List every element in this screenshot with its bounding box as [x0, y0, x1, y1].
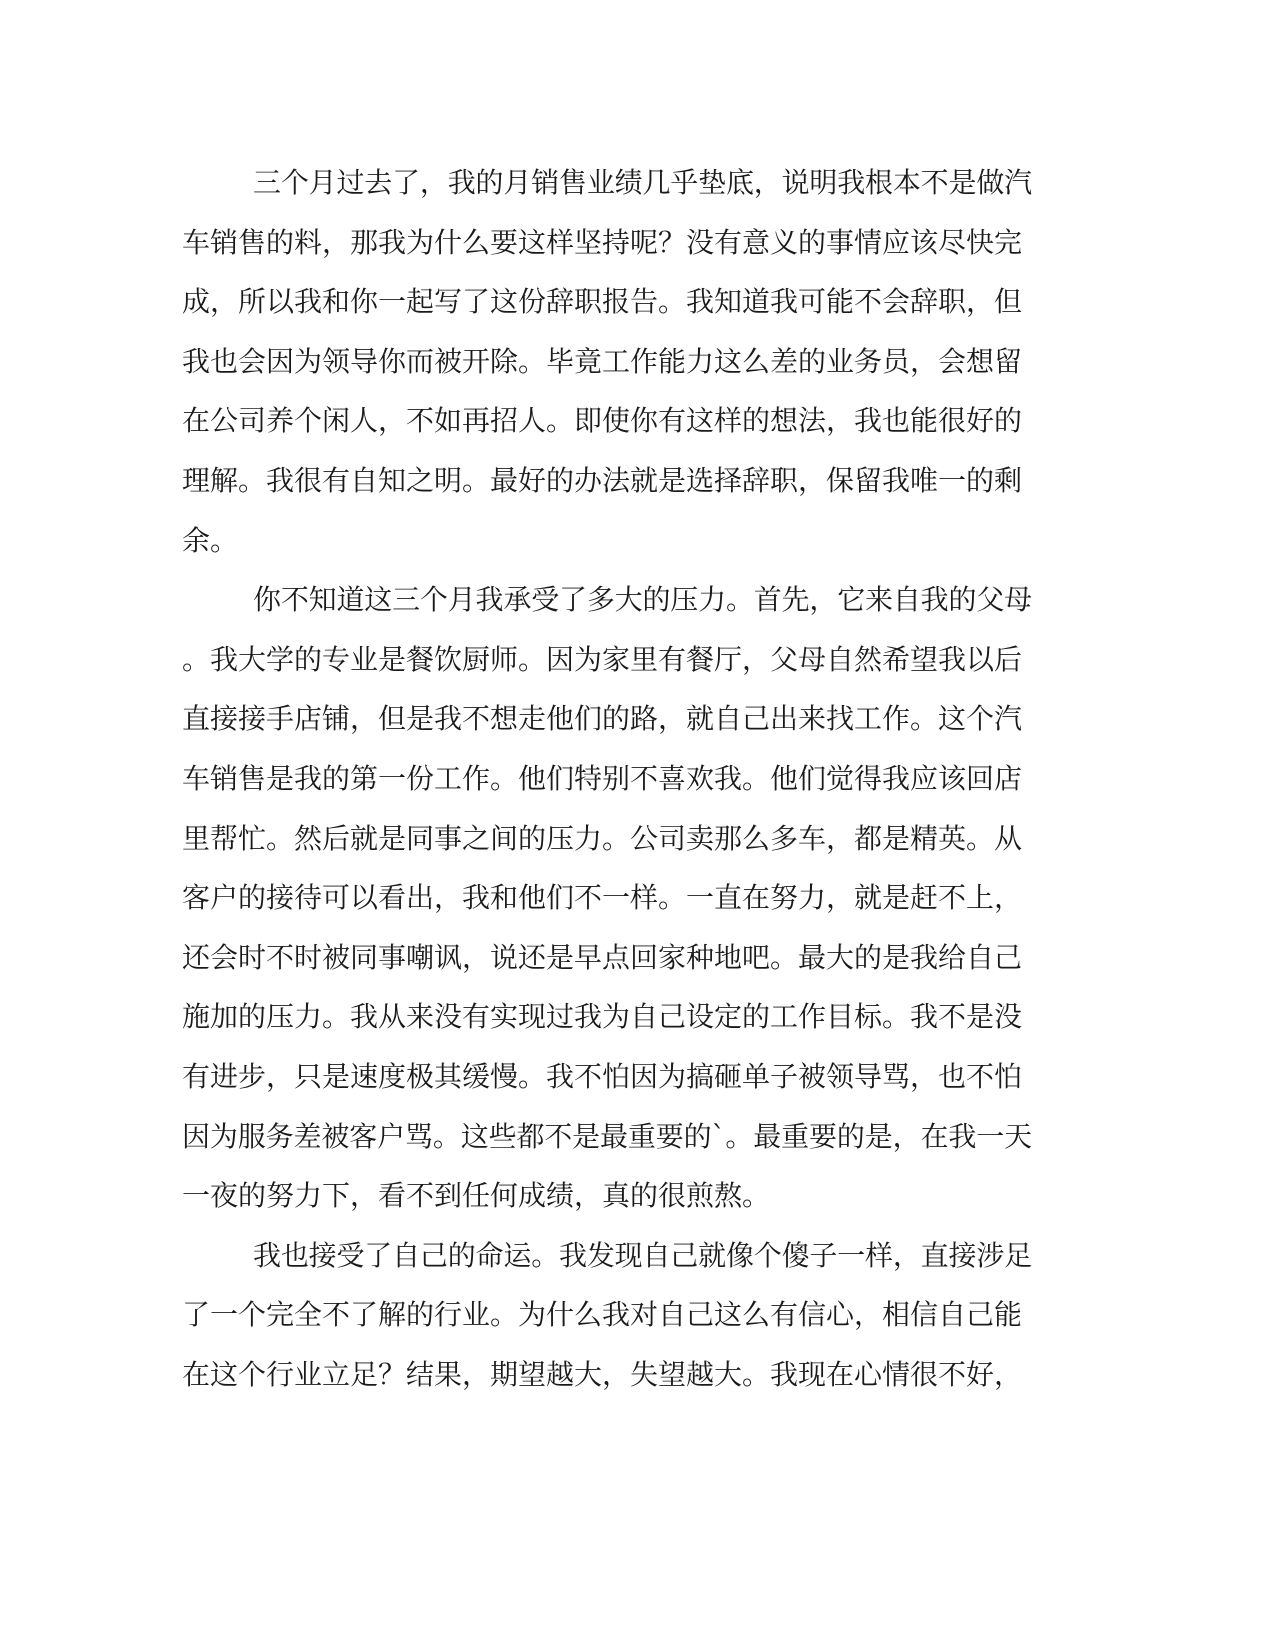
text-line: 在这个行业立足？结果，期望越大，失望越大。我现在心情很不好， [182, 1357, 1023, 1391]
text-line: 还会时不时被同事嘲讽，说还是早点回家种地吧。最大的是我给自己 [182, 940, 1023, 974]
text-line: 了一个完全不了解的行业。为什么我对自己这么有信心，相信自己能 [182, 1298, 1023, 1332]
text-line: 客户的接待可以看出，我和他们不一样。一直在努力，就是赶不上， [182, 881, 1023, 915]
text-line: 有进步，只是速度极其缓慢。我不怕因为搞砸单子被领导骂，也不怕 [182, 1059, 1023, 1093]
text-line: 理解。我很有自知之明。最好的办法就是选择辞职，保留我唯一的剩 [182, 463, 1023, 497]
text-line: 余。 [182, 523, 239, 557]
text-line: 因为服务差被客户骂。这些都不是最重要的`。最重要的是，在我一天 [182, 1119, 1032, 1153]
text-line: 里帮忙。然后就是同事之间的压力。公司卖那么多车，都是精英。从 [182, 821, 1023, 855]
text-line: 施加的压力。我从来没有实现过我为自己设定的工作目标。我不是没 [182, 1000, 1023, 1034]
text-line: 车销售是我的第一份工作。他们特别不喜欢我。他们觉得我应该回店 [182, 761, 1023, 795]
document-body [182, 153, 1032, 1404]
text-line: 在公司养个闲人，不如再招人。即使你有这样的想法，我也能很好的 [182, 404, 1023, 438]
text-line: 我也接受了自己的命运。我发现自己就像个傻子一样，直接涉足 [253, 1238, 1032, 1272]
text-line: 一夜的努力下，看不到任何成绩，真的很煎熬。 [182, 1179, 771, 1213]
text-line: 我也会因为领导你而被开除。毕竟工作能力这么差的业务员，会想留 [182, 344, 1023, 378]
text-line: 成，所以我和你一起写了这份辞职报告。我知道我可能不会辞职，但 [182, 285, 1023, 319]
text-line: 你不知道这三个月我承受了多大的压力。首先，它来自我的父母 [253, 583, 1032, 617]
text-line: 直接接手店铺，但是我不想走他们的路，就自己出来找工作。这个汽 [182, 702, 1023, 736]
paragraph-3 [182, 1226, 1032, 1405]
text-line: 三个月过去了，我的月销售业绩几乎垫底，说明我根本不是做汽 [253, 166, 1032, 199]
paragraph-1 [182, 153, 1032, 570]
paragraph-2 [182, 570, 1032, 1226]
text-line: 车销售的料，那我为什么要这样坚持呢？没有意义的事情应该尽快完 [182, 225, 1023, 259]
text-line: 。我大学的专业是餐饮厨师。因为家里有餐厅，父母自然希望我以后 [182, 642, 1023, 676]
